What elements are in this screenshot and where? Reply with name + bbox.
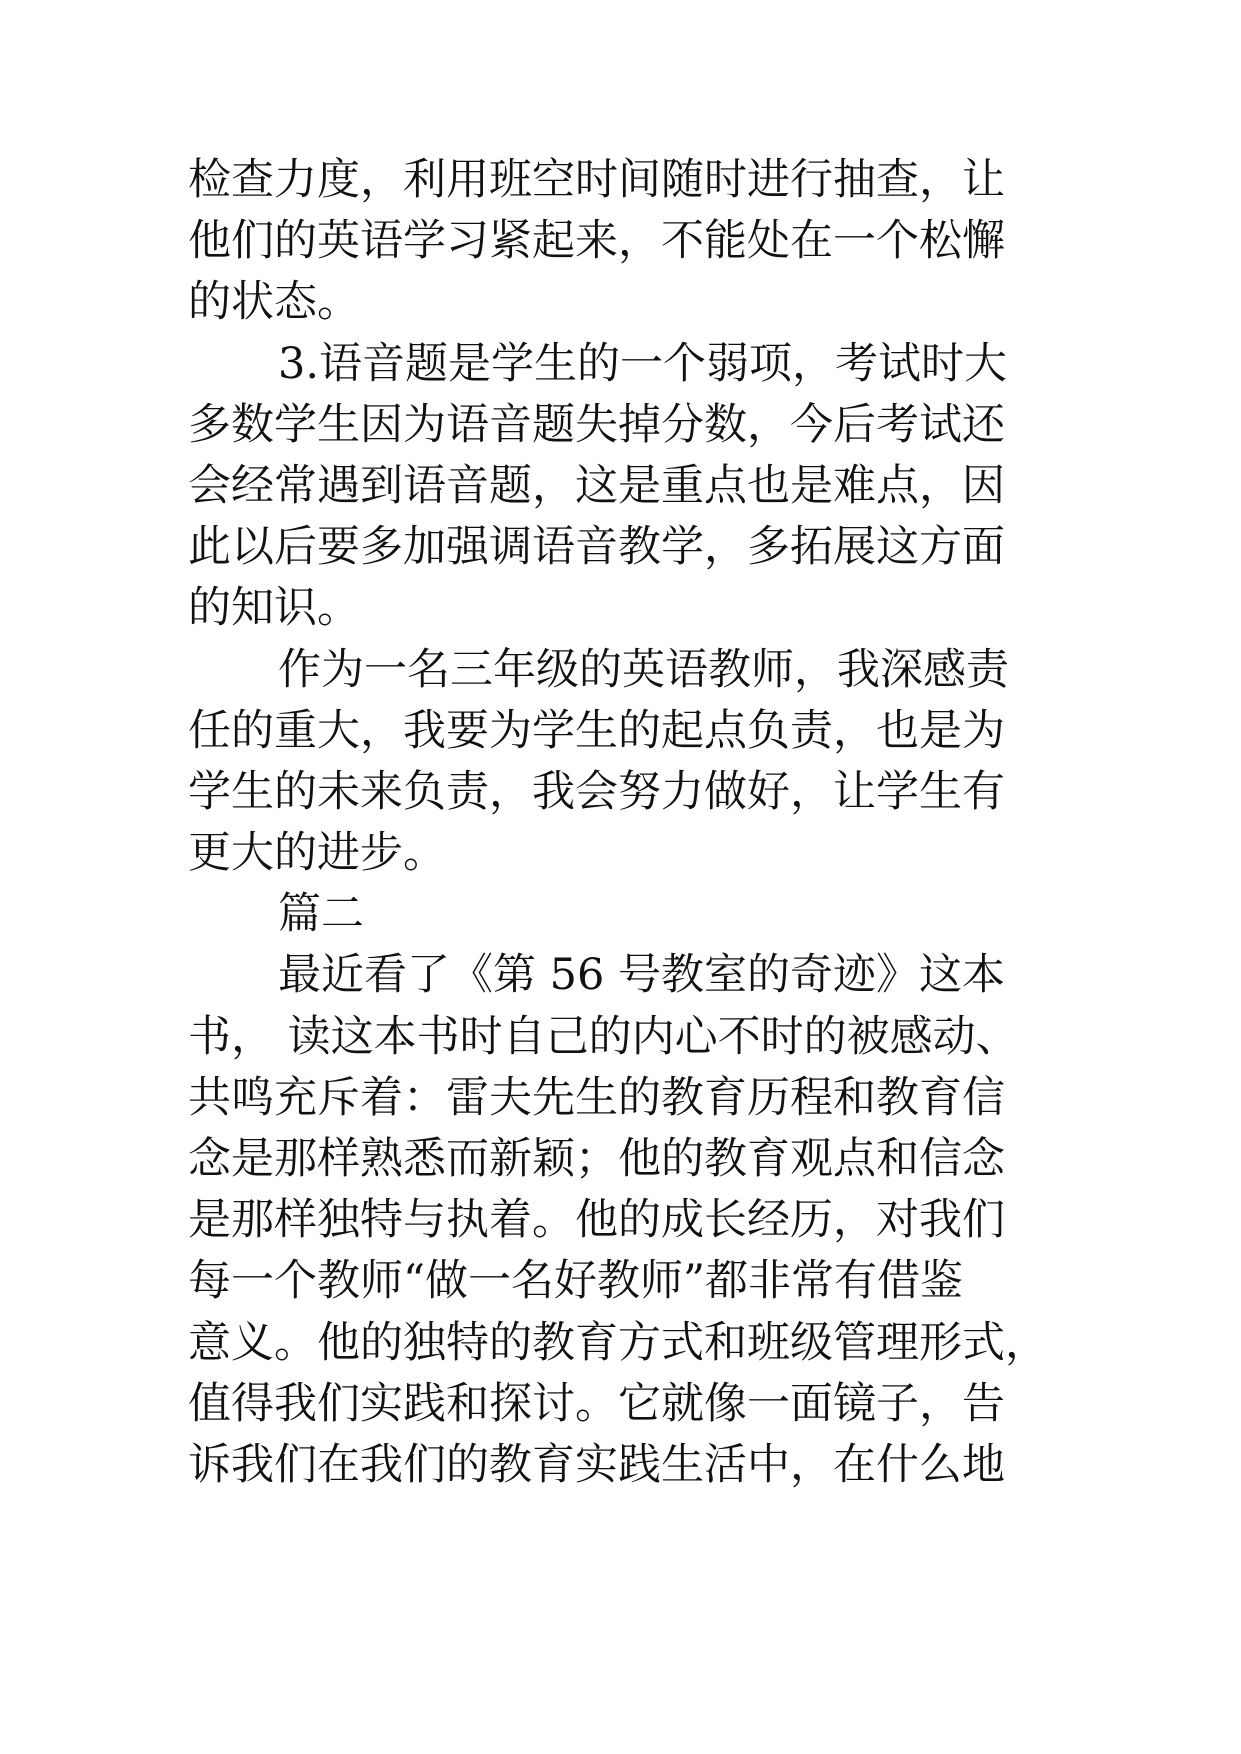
text-line: 多数学生因为语音题失掉分数，今后考试还 bbox=[188, 399, 1005, 450]
text-line: 的状态。 bbox=[188, 277, 360, 328]
text-line: 检查力度，利用班空时间随时进行抽查，让 bbox=[188, 155, 1005, 205]
text-line: 诉我们在我们的教育实践生活中，在什么地 bbox=[188, 1439, 1005, 1490]
text-line: 共鸣充斥着：雷夫先生的教育历程和教育信 bbox=[188, 1072, 1005, 1123]
text-line: 作为一名三年级的英语教师，我深感责 bbox=[278, 644, 1009, 695]
section-heading: 篇二 bbox=[278, 889, 364, 940]
text-line: 最近看了《第 56 号教室的奇迹》这本 bbox=[278, 950, 1006, 1001]
body-text bbox=[188, 150, 1060, 1496]
text-line: 学生的未来负责，我会努力做好，让学生有 bbox=[188, 766, 1005, 817]
text-line: 3.语音题是学生的一个弱项，考试时大 bbox=[278, 338, 1008, 389]
text-line: 任的重大，我要为学生的起点负责，也是为 bbox=[188, 705, 1005, 756]
text-line: 更大的进步。 bbox=[188, 828, 446, 879]
text-line: 是那样独特与执着。他的成长经历，对我们 bbox=[188, 1195, 1005, 1246]
text-line: 值得我们实践和探讨。它就像一面镜子，告 bbox=[188, 1378, 1005, 1429]
text-line: 意义。他的独特的教育方式和班级管理形式， bbox=[188, 1317, 1048, 1368]
text-line: 他们的英语学习紧起来，不能处在一个松懈 bbox=[188, 216, 1005, 267]
text-line: 的知识。 bbox=[188, 583, 360, 634]
text-line: 每一个教师“做一名好教师”都非常有借鉴 bbox=[188, 1256, 963, 1307]
text-line: 会经常遇到语音题，这是重点也是难点，因 bbox=[188, 460, 1005, 511]
text-line: 此以后要多加强调语音教学，多拓展这方面 bbox=[188, 522, 1005, 573]
text-line: 书， 读这本书时自己的内心不时的被感动、 bbox=[188, 1011, 1019, 1062]
text-line: 念是那样熟悉而新颖；他的教育观点和信念 bbox=[188, 1134, 1005, 1184]
